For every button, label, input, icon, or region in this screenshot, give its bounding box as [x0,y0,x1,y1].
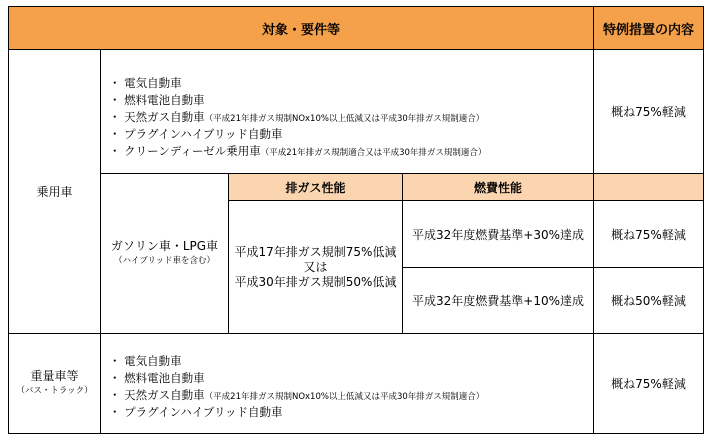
emission-performance-header-label: 排ガス性能 [285,180,346,195]
measure-row-2: 概ね50%軽減 [611,294,686,308]
fuel-row-2-cell [402,267,594,334]
passenger-eco-list-cell [100,49,594,174]
emission-performance-header [228,173,403,201]
list-item: ・ 電気自動車 [109,76,182,90]
emission-line-2: 又は [303,259,328,274]
heavy-vehicle-sublabel: （バス・トラック） [16,385,93,396]
gasoline-lpg-sublabel: （ハイブリッド車を含む） [113,255,216,266]
measure-row-1: 概ね75%軽減 [611,227,686,242]
header-special-measure [593,6,704,50]
fuel-performance-header [402,173,594,201]
emission-performance-cell [228,200,403,334]
list-item: ・ プラグインハイブリッド自動車 [109,127,283,141]
heavy-measure-cell [593,333,704,434]
fuel-row-2: 平成32年度燃費基準+10%達成 [412,294,584,308]
fuel-performance-header-label: 燃費性能 [473,180,522,195]
list-item: ・ 燃料電池自動車 [109,371,205,385]
emission-line-3: 平成30年排ガス規制50%低減 [234,274,397,289]
list-item: ・ 天然ガス自動車（平成21年排ガス規制NOx10%以上低減又は平成30年排ガス規制適合） [109,388,485,402]
measure-row-2-cell [593,267,704,334]
heavy-eco-list [109,354,484,422]
incentive-table [8,6,704,434]
measure-subheader-blank [593,173,704,201]
fuel-row-1-cell [402,200,594,268]
heavy-vehicle-label-cell [8,333,101,434]
passenger-car-label: 乗用車 [36,185,73,199]
measure-row-1-cell [593,200,704,268]
gasoline-lpg-label-cell [100,173,229,334]
header-special-measure-label: 特例措置の内容 [602,22,694,38]
header-target-requirements [8,6,594,50]
heavy-measure: 概ね75%軽減 [611,377,686,391]
heavy-vehicle-label: 重量車等 [30,368,79,383]
heavy-eco-list-cell [100,333,594,434]
list-item: ・ プラグインハイブリッド自動車 [109,405,283,419]
fuel-row-1: 平成32年度燃費基準+30%達成 [412,227,584,242]
list-item: ・ クリーンディーゼル乗用車（平成21年排ガス規制適合又は平成30年排ガス規制適合） [109,144,487,158]
passenger-eco-list [109,76,486,161]
passenger-car-label-cell [8,49,101,334]
list-item: ・ 天然ガス自動車（平成21年排ガス規制NOx10%以上低減又は平成30年排ガス規制適合） [109,110,485,124]
list-item: ・ 電気自動車 [109,354,182,368]
header-target-requirements-label: 対象・要件等 [261,22,340,38]
emission-line-1: 平成17年排ガス規制75%低減 [234,244,397,259]
gasoline-lpg-label: ガソリン車・LPG車 [110,238,219,253]
list-item: ・ 燃料電池自動車 [109,93,205,107]
passenger-eco-measure-cell [593,49,704,174]
passenger-eco-measure: 概ね75%軽減 [611,105,686,119]
